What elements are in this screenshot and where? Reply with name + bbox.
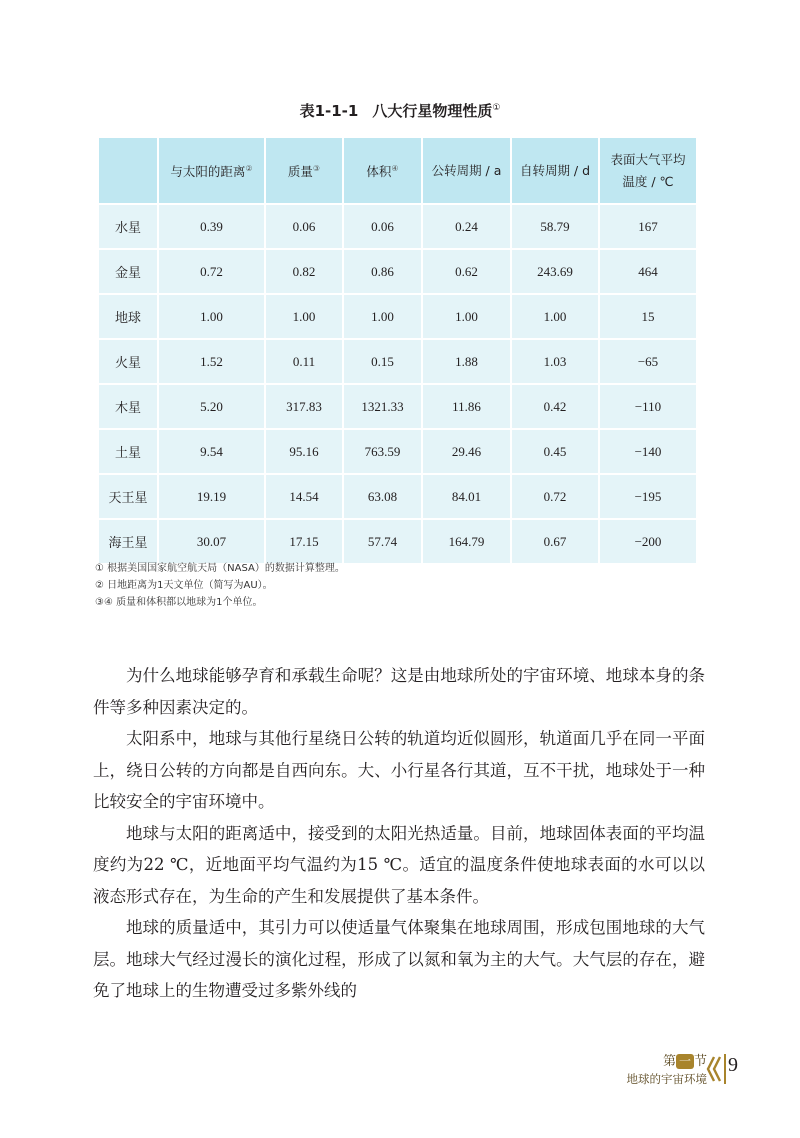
table-cell: 243.69 [511, 249, 599, 294]
table-cell: 0.72 [511, 474, 599, 519]
table-cell: 167 [599, 204, 697, 249]
table-cell: 5.20 [158, 384, 265, 429]
planet-name-cell: 火星 [98, 339, 158, 384]
table-row [98, 384, 697, 429]
footnote: ② 日地距离为1天文单位（简写为AU）。 [95, 580, 273, 591]
table-cell: 0.15 [343, 339, 422, 384]
table-row [98, 204, 697, 249]
footnote: ③④ 质量和体积都以地球为1个单位。 [95, 597, 263, 608]
table-cell: 57.74 [343, 519, 422, 564]
planet-name-cell: 金星 [98, 249, 158, 294]
planet-properties-table [97, 136, 698, 565]
table-cell: 0.67 [511, 519, 599, 564]
table-cell: −140 [599, 429, 697, 474]
table-cell: 0.06 [265, 204, 343, 249]
table-cell: 19.19 [158, 474, 265, 519]
paragraph: 地球与太阳的距离适中，接受到的太阳光热适量。目前，地球固体表面的平均温度约为22 ℃，近地面平均气温约为15 ℃。适宜的温度条件使地球表面的水可以以液态形式存在，为生命的产生和发展提供了基本条件。 [93, 823, 705, 906]
paragraph: 地球的质量适中，其引力可以使适量气体聚集在地球周围，形成包围地球的大气层。地球大气经过漫长的演化过程，形成了以氮和氧为主的大气。大气层的存在，避免了地球上的生物遭受过多紫外线的 [93, 918, 705, 1000]
table-caption [0, 100, 800, 121]
table-cell: 1.00 [158, 294, 265, 339]
table-cell: 1.00 [265, 294, 343, 339]
table-cell: 95.16 [265, 429, 343, 474]
table-row [98, 249, 697, 294]
body-text [93, 660, 705, 1007]
header-cell-rotation-period: 自转周期 / d [511, 137, 599, 204]
planet-name-cell: 土星 [98, 429, 158, 474]
planet-name-cell: 海王星 [98, 519, 158, 564]
chevron-left-icon [705, 1053, 727, 1085]
table-cell: 84.01 [422, 474, 511, 519]
table-cell: 63.08 [343, 474, 422, 519]
table-cell: −200 [599, 519, 697, 564]
header-cell-mass: 质量③ [265, 137, 343, 204]
table-cell: 0.42 [511, 384, 599, 429]
table-cell: −110 [599, 384, 697, 429]
table-row [98, 429, 697, 474]
table-cell: 0.82 [265, 249, 343, 294]
table-cell: 317.83 [265, 384, 343, 429]
table-title: 八大行星物理性质 [372, 102, 493, 120]
table-cell: 164.79 [422, 519, 511, 564]
table-cell: 17.15 [265, 519, 343, 564]
footnote: ① 根据美国国家航空航天局（NASA）的数据计算整理。 [95, 563, 345, 574]
planet-name-cell: 地球 [98, 294, 158, 339]
table-cell: 58.79 [511, 204, 599, 249]
table-cell: 9.54 [158, 429, 265, 474]
table-cell: 0.06 [343, 204, 422, 249]
table-row [98, 474, 697, 519]
table-cell: 30.07 [158, 519, 265, 564]
table-cell: 464 [599, 249, 697, 294]
table-cell: 0.45 [511, 429, 599, 474]
table-cell: 0.62 [422, 249, 511, 294]
header-cell-distance: 与太阳的距离② [158, 137, 265, 204]
header-cell-orbital-period: 公转周期 / a [422, 137, 511, 204]
table-cell: 0.39 [158, 204, 265, 249]
table-row [98, 519, 697, 564]
table-number: 表1-1-1 [299, 102, 359, 120]
page-number: 9 [728, 1054, 738, 1076]
table-cell: 763.59 [343, 429, 422, 474]
footer-section-label [611, 1053, 707, 1087]
planet-name-cell: 水星 [98, 204, 158, 249]
table-cell: 1321.33 [343, 384, 422, 429]
caption-note-mark: ① [492, 103, 501, 113]
table-cell: 1.00 [511, 294, 599, 339]
table-cell: 1.00 [422, 294, 511, 339]
section-number: 第 一 节 [662, 1054, 707, 1069]
table-header-row [98, 137, 697, 204]
table-cell: 0.72 [158, 249, 265, 294]
table-row [98, 339, 697, 384]
table-footnotes [95, 560, 345, 611]
table-cell: 1.00 [343, 294, 422, 339]
header-cell-surface-temp: 表面大气平均温度 / ℃ [599, 137, 697, 204]
table-cell: 1.03 [511, 339, 599, 384]
table-row [98, 294, 697, 339]
paragraph: 太阳系中，地球与其他行星绕日公转的轨道均近似圆形，轨道面几乎在同一平面上，绕日公转的方向都是自西向东。大、小行星各行其道，互不干扰，地球处于一种比较安全的宇宙环境中。 [93, 729, 705, 811]
table-cell: 1.52 [158, 339, 265, 384]
table-cell: 0.11 [265, 339, 343, 384]
table-cell: 0.86 [343, 249, 422, 294]
table-cell: 14.54 [265, 474, 343, 519]
table-cell: 29.46 [422, 429, 511, 474]
planet-name-cell: 木星 [98, 384, 158, 429]
table-cell: −65 [599, 339, 697, 384]
section-title: 地球的宇宙环境 [626, 1072, 707, 1086]
table-cell: −195 [599, 474, 697, 519]
table-cell: 15 [599, 294, 697, 339]
table-cell: 1.88 [422, 339, 511, 384]
header-cell-empty [98, 137, 158, 204]
planet-name-cell: 天王星 [98, 474, 158, 519]
paragraph: 为什么地球能够孕育和承载生命呢？这是由地球所处的宇宙环境、地球本身的条件等多种因素决定的。 [93, 666, 705, 717]
table-cell: 0.24 [422, 204, 511, 249]
header-cell-volume: 体积④ [343, 137, 422, 204]
table-cell: 11.86 [422, 384, 511, 429]
